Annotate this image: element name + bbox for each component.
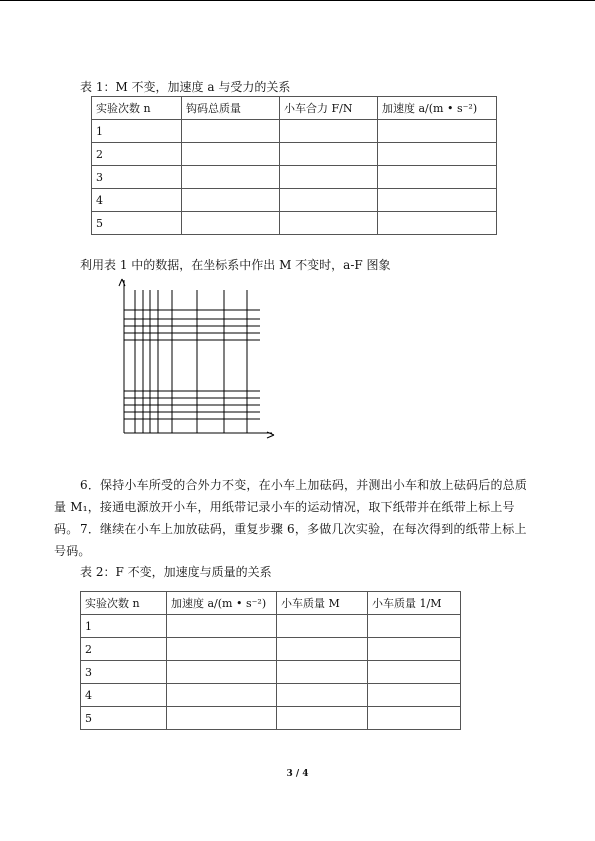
empty-cell[interactable] [368, 707, 461, 730]
empty-cell[interactable] [277, 638, 368, 661]
table2-header-cell: 实验次数 n [81, 592, 167, 615]
table-row [92, 166, 497, 189]
empty-cell[interactable] [378, 143, 497, 166]
empty-cell[interactable] [280, 166, 378, 189]
empty-cell[interactable] [280, 212, 378, 235]
table1-caption: 表 1：M 不变，加速度 a 与受力的关系 [80, 80, 291, 94]
table-row [81, 638, 461, 661]
empty-cell[interactable] [277, 615, 368, 638]
row-number-cell: 2 [81, 638, 167, 661]
table2-header-row [81, 592, 461, 615]
step-7-text: 7．继续在小车上加放砝码，重复步骤 6，多做几次实验，在每次得到的纸带上标上号码。 [54, 522, 527, 558]
table-row [92, 143, 497, 166]
empty-cell[interactable] [280, 120, 378, 143]
table2-header-cell: 小车质量 M [277, 592, 368, 615]
empty-cell[interactable] [167, 638, 277, 661]
page-top-rule [0, 0, 595, 1]
empty-cell[interactable] [368, 615, 461, 638]
table1-header-row [92, 97, 497, 120]
empty-cell[interactable] [378, 189, 497, 212]
empty-cell[interactable] [280, 143, 378, 166]
table1-header-cell: 实验次数 n [92, 97, 182, 120]
table-row [81, 615, 461, 638]
empty-cell[interactable] [378, 212, 497, 235]
grid-lines [124, 280, 272, 433]
table-row [92, 189, 497, 212]
table2 [80, 591, 461, 730]
empty-cell[interactable] [368, 684, 461, 707]
table2-header-cell: 小车质量 1/M [368, 592, 461, 615]
empty-cell[interactable] [167, 615, 277, 638]
empty-cell[interactable] [182, 120, 280, 143]
row-number-cell: 4 [81, 684, 167, 707]
empty-cell[interactable] [167, 661, 277, 684]
page-number: 3 / 4 [286, 769, 309, 779]
empty-cell[interactable] [277, 684, 368, 707]
row-number-cell: 2 [92, 143, 182, 166]
table1 [91, 96, 497, 235]
empty-cell[interactable] [378, 166, 497, 189]
table1-header-cell: 小车合力 F/N [280, 97, 378, 120]
empty-cell[interactable] [368, 661, 461, 684]
table-row [92, 120, 497, 143]
empty-cell[interactable] [280, 189, 378, 212]
blank-coordinate-grid [112, 276, 282, 444]
row-number-cell: 4 [92, 189, 182, 212]
empty-cell[interactable] [167, 707, 277, 730]
row-number-cell: 3 [81, 661, 167, 684]
row-number-cell: 1 [92, 120, 182, 143]
table2-caption: 表 2：F 不变，加速度与质量的关系 [80, 565, 272, 579]
empty-cell[interactable] [277, 707, 368, 730]
table-row [81, 707, 461, 730]
table-row [81, 661, 461, 684]
row-number-cell: 5 [81, 707, 167, 730]
table-row [81, 684, 461, 707]
table2-header-cell: 加速度 a/(m • s⁻²) [167, 592, 277, 615]
empty-cell[interactable] [368, 638, 461, 661]
step-6-text: 6．保持小车所受的合外力不变，在小车上加砝码，并测出小车和放上砝码后的总质量 M₁，接通电源放开小车，用纸带记录小车的运动情况，取下纸带并在纸带上标上号码。 [54, 478, 528, 536]
empty-cell[interactable] [167, 684, 277, 707]
row-number-cell: 3 [92, 166, 182, 189]
row-number-cell: 1 [81, 615, 167, 638]
empty-cell[interactable] [182, 166, 280, 189]
table1-header-cell: 钩码总质量 [182, 97, 280, 120]
empty-cell[interactable] [277, 661, 368, 684]
table1-header-cell: 加速度 a/(m • s⁻²) [378, 97, 497, 120]
empty-cell[interactable] [378, 120, 497, 143]
empty-cell[interactable] [182, 143, 280, 166]
empty-cell[interactable] [182, 212, 280, 235]
empty-cell[interactable] [182, 189, 280, 212]
graph-instruction: 利用表 1 中的数据，在坐标系中作出 M 不变时，a-F 图象 [80, 258, 391, 272]
row-number-cell: 5 [92, 212, 182, 235]
table-row [92, 212, 497, 235]
